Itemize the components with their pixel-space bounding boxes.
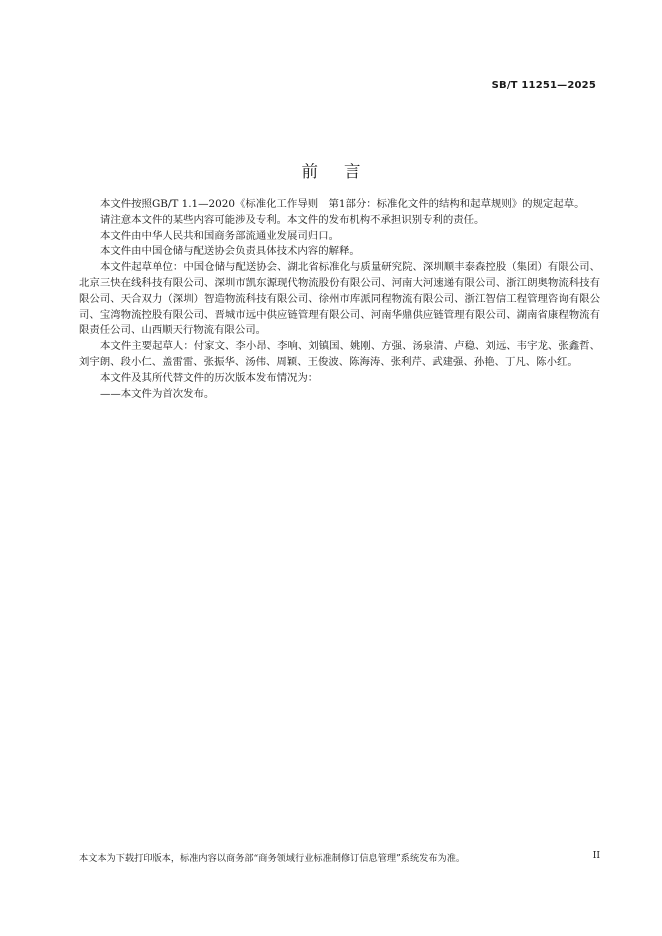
page-number: II <box>592 850 600 861</box>
paragraph-drafting-organizations: 本文件起草单位：中国仓储与配送协会、湖北省标准化与质量研究院、深圳顺丰泰森控股（集团）有限公司、北京三快在线科技有限公司、深圳市凯东源现代物流股份有限公司、河南大河速递有限公司、浙江朗奥物流科技有限公司、天合双力（深圳）智造物流科技有限公司、徐州市库派同程物流有限公司、浙江智信工程管理咨询有限公司、宝湾物流控股有限公司、晋城市远中供应链管理有限公司、河南华鼎供应链管理有限公司、湖南省康程物流有限责任公司、山西顺天行物流有限公司。 <box>79 261 600 337</box>
document-code: SB/T 11251—2025 <box>491 80 596 91</box>
paragraph-drafting-basis: 本文件按照GB/T 1.1—2020《标准化工作导则 第1部分：标准化文件的结构和起草规则》的规定起草。 <box>100 198 585 210</box>
paragraph-centralized-management: 本文件由中华人民共和国商务部流通业发展司归口。 <box>100 229 339 242</box>
paragraph-first-release: ——本文件为首次发布。 <box>100 387 215 400</box>
footer-note: 本文本为下载打印版本，标准内容以商务部“商务领域行业标准制修订信息管理”系统发布为准。 <box>79 853 466 864</box>
foreword-body <box>79 197 600 402</box>
paragraph-patent-notice: 请注意本文件的某些内容可能涉及专利。本文件的发布机构不承担识别专利的责任。 <box>100 213 485 226</box>
paragraph-interpretation: 本文件由中国仓储与配送协会负责具体技术内容的解释。 <box>100 245 360 258</box>
page-title: 前言 <box>301 162 387 181</box>
paragraph-drafters: 本文件主要起草人：付家文、李小昂、李响、刘镇国、姚刚、方强、汤泉清、卢稳、刘远、韦宇龙、张鑫哲、刘宇朗、段小仁、盖雷雷、张振华、汤伟、周颖、王俊波、陈海涛、张利芹、武建强、孙艳、丁凡、陈小红。 <box>79 340 600 368</box>
page-footer <box>79 850 600 864</box>
paragraph-version-history: 本文件及其所代替文件的历次版本发布情况为： <box>100 371 319 384</box>
